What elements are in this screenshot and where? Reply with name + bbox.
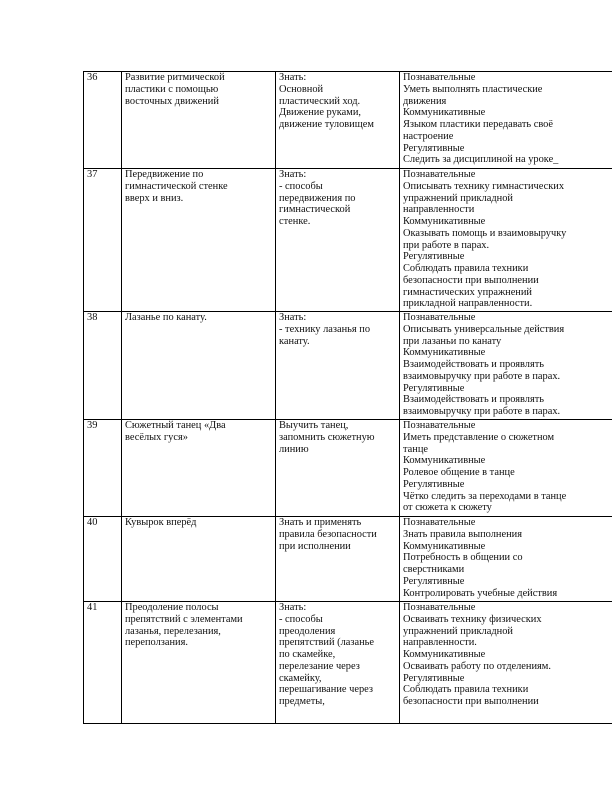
lesson-topic-line: Сюжетный танец «Два <box>125 420 226 431</box>
lesson-content-line: правила безопасности <box>279 528 377 540</box>
lesson-uud-line: настроение <box>403 130 454 142</box>
lesson-uud-line: Следить за дисциплиной на уроке_ <box>403 154 559 166</box>
lesson-content-line: преодоления <box>279 625 336 637</box>
lesson-uud-line: Познавательные <box>403 312 476 323</box>
lesson-content-line: Основной <box>279 83 324 95</box>
lesson-content-line: Знать: <box>279 72 307 83</box>
lesson-uud-line: Соблюдать правила техники <box>403 263 529 274</box>
lesson-uud-line: Чётко следить за переходами в танце <box>403 490 567 502</box>
lesson-number-cell <box>84 602 122 724</box>
lesson-uud-line: Коммуникативные <box>403 216 486 227</box>
lesson-content-cell <box>276 517 400 602</box>
lesson-uud-line: упражнений прикладной <box>403 625 513 637</box>
lesson-uud-line: Соблюдать правила техники <box>403 684 529 696</box>
lesson-uud-line: Уметь выполнять пластические <box>403 83 543 95</box>
lesson-number: 40 <box>87 517 98 528</box>
lesson-uud-line: безопасности при выполнении <box>403 274 539 286</box>
table-row <box>84 602 612 724</box>
lesson-topic-line: Передвижение по <box>125 169 204 180</box>
lesson-uud-line: при работе в парах. <box>403 239 490 251</box>
lesson-uud-cell <box>400 312 612 420</box>
lesson-uud-line: упражнений прикладной <box>403 192 513 204</box>
lesson-uud-line: Регулятивные <box>403 672 465 684</box>
lesson-topic-line: переползания. <box>125 637 188 649</box>
lesson-content-line: перешагивание через <box>279 684 374 696</box>
lesson-content-line: Движение руками, <box>279 107 362 119</box>
lesson-content-line: запомнить сюжетную <box>279 431 375 443</box>
lesson-uud-line: Описывать технику гимнастических <box>403 180 565 192</box>
lesson-content-line: при исполнении <box>279 540 351 552</box>
lesson-uud-line: танце <box>403 443 429 455</box>
table-row <box>84 169 612 312</box>
lesson-uud-line: Познавательные <box>403 169 476 180</box>
lesson-topic-cell <box>122 517 276 602</box>
lesson-uud-line: гимнастических упражнений <box>403 286 532 298</box>
lesson-content-cell <box>276 169 400 312</box>
lesson-uud-line: Регулятивные <box>403 142 465 154</box>
lesson-number-cell <box>84 72 122 169</box>
lesson-uud-line: Ролевое общение в танце <box>403 467 515 478</box>
lesson-content-line: - способы <box>279 613 323 625</box>
lesson-uud-line: Познавательные <box>403 420 476 431</box>
lesson-uud-line: направленности. <box>403 637 477 649</box>
lesson-content-line: гимнастической <box>279 204 351 216</box>
lesson-topic-cell <box>122 420 276 517</box>
lesson-uud-line: Коммуникативные <box>403 347 486 359</box>
lesson-uud-line: Регулятивные <box>403 575 465 587</box>
lesson-uud-cell <box>400 420 612 517</box>
lesson-uud-line: Взаимодействовать и проявлять <box>403 359 545 370</box>
lesson-content-cell <box>276 420 400 517</box>
lesson-topic-line: весёлых гуся» <box>125 431 188 443</box>
lesson-uud-cell <box>400 602 612 724</box>
lesson-topic-cell <box>122 72 276 169</box>
lesson-number: 38 <box>87 312 98 323</box>
lesson-uud-line: Потребность в общении со <box>403 552 523 564</box>
lesson-content-line: Знать: <box>279 312 307 323</box>
lesson-topic-cell <box>122 602 276 724</box>
lesson-uud-line: Знать правила выполнения <box>403 528 522 540</box>
lesson-content-line: Выучить танец, <box>279 420 349 431</box>
lesson-topic-line: вверх и вниз. <box>125 192 184 204</box>
lesson-topic-line: пластики с помощью <box>125 83 219 95</box>
lesson-topic-line: восточных движений <box>125 95 219 107</box>
lesson-uud-line: Коммуникативные <box>403 455 486 467</box>
lesson-content-line: линию <box>279 443 309 455</box>
lesson-content-line: - технику лазанья по <box>279 323 371 335</box>
lesson-number-cell <box>84 169 122 312</box>
lesson-number: 39 <box>87 420 98 431</box>
lesson-uud-line: Регулятивные <box>403 382 465 394</box>
lesson-content-line: Знать: <box>279 169 307 180</box>
lesson-topic-cell <box>122 312 276 420</box>
lesson-topic-line: Развитие ритмической <box>125 72 225 83</box>
lesson-content-line: предметы, <box>279 696 325 707</box>
lesson-uud-line: взаимовыручку при работе в парах. <box>403 406 561 417</box>
lesson-uud-cell <box>400 517 612 602</box>
lesson-uud-line: Оказывать помощь и взаимовыручку <box>403 227 567 239</box>
lesson-topic-cell <box>122 169 276 312</box>
lesson-uud-line: Взаимодействовать и проявлять <box>403 394 545 406</box>
lesson-topic-line: Лазанье по канату. <box>125 312 207 323</box>
lesson-uud-line: Познавательные <box>403 72 476 83</box>
lesson-topic-line: лазанья, перелезания, <box>125 625 221 637</box>
lesson-plan-table <box>83 71 612 724</box>
lesson-number-cell <box>84 517 122 602</box>
lesson-topic-line: Преодоление полосы <box>125 602 219 613</box>
lesson-uud-line: Познавательные <box>403 517 476 528</box>
lesson-content-line: пластический ход. <box>279 95 361 107</box>
lesson-plan-body <box>84 72 612 724</box>
lesson-number-cell <box>84 312 122 420</box>
table-row <box>84 312 612 420</box>
lesson-content-line: перелезание через <box>279 660 360 672</box>
lesson-uud-line: Осваивать работу по отделениям. <box>403 660 551 672</box>
lesson-content-cell <box>276 602 400 724</box>
lesson-content-line: скамейку, <box>279 672 322 684</box>
lesson-uud-line: сверстниками <box>403 564 465 575</box>
lesson-content-line: - способы <box>279 180 323 192</box>
lesson-uud-line: Иметь представление о сюжетном <box>403 431 555 443</box>
lesson-uud-line: Познавательные <box>403 602 476 613</box>
lesson-content-line: Знать: <box>279 602 307 613</box>
lesson-uud-line: при лазаньи по канату <box>403 335 502 347</box>
table-row <box>84 517 612 602</box>
lesson-content-line: препятствий (лазанье <box>279 637 375 649</box>
lesson-uud-line: Осваивать технику физических <box>403 613 542 625</box>
lesson-uud-line: Коммуникативные <box>403 107 486 119</box>
table-row <box>84 72 612 169</box>
table-row <box>84 420 612 517</box>
lesson-number-cell <box>84 420 122 517</box>
lesson-number: 41 <box>87 602 98 613</box>
lesson-uud-line: Коммуникативные <box>403 540 486 552</box>
lesson-uud-line: от сюжета к сюжету <box>403 502 492 514</box>
lesson-content-line: стенке. <box>279 216 311 227</box>
lesson-content-line: канату. <box>279 335 310 347</box>
lesson-uud-line: Регулятивные <box>403 478 465 490</box>
lesson-uud-line: взаимовыручку при работе в парах. <box>403 370 561 382</box>
lesson-uud-line: Языком пластики передавать своё <box>403 119 553 130</box>
lesson-content-line: движение туловищем <box>279 119 374 130</box>
lesson-uud-line: Описывать универсальные действия <box>403 323 565 335</box>
lesson-uud-line: прикладной направленности. <box>403 298 533 310</box>
lesson-content-cell <box>276 312 400 420</box>
lesson-number: 36 <box>87 72 98 83</box>
lesson-content-line: передвижения по <box>279 192 356 204</box>
lesson-topic-line: препятствий с элементами <box>125 613 243 625</box>
lesson-content-cell <box>276 72 400 169</box>
lesson-content-line: Знать и применять <box>279 517 362 528</box>
lesson-uud-line: Контролировать учебные действия <box>403 587 558 599</box>
lesson-uud-line: Регулятивные <box>403 251 465 263</box>
lesson-uud-line: Коммуникативные <box>403 649 486 660</box>
lesson-uud-line: направленности <box>403 204 475 216</box>
lesson-topic-line: Кувырок вперёд <box>125 517 197 528</box>
lesson-uud-line: безопасности при выполнении <box>403 696 539 707</box>
lesson-uud-cell <box>400 72 612 169</box>
lesson-uud-line: движения <box>403 95 447 107</box>
lesson-topic-line: гимнастической стенке <box>125 180 228 192</box>
lesson-content-line: по скамейке, <box>279 649 336 660</box>
lesson-number: 37 <box>87 169 98 180</box>
lesson-uud-cell <box>400 169 612 312</box>
